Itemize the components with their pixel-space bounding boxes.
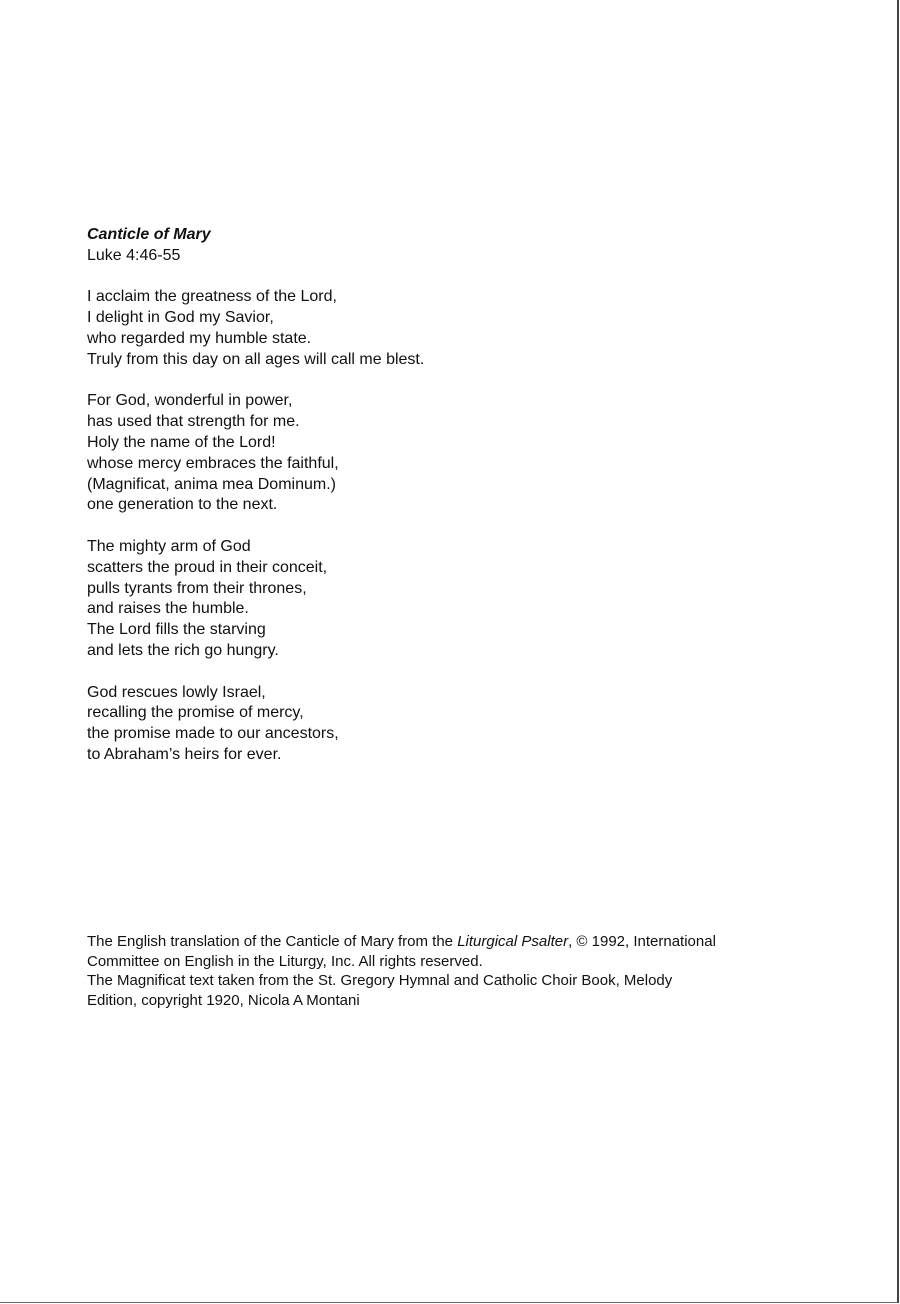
stanza-3 <box>87 537 787 662</box>
copyright-line-3: The Magnificat text taken from the St. Gregory Hymnal and Catholic Choir Book, Melody <box>87 972 673 989</box>
stanza-1 <box>87 287 787 370</box>
verse-line: scatters the proud in their conceit, <box>87 558 328 576</box>
verse-line: to Abraham’s heirs for ever. <box>87 745 282 763</box>
verse-line: The mighty arm of God <box>87 537 251 555</box>
scripture-reference: Luke 4:46-55 <box>87 246 181 264</box>
verse-line: Holy the name of the Lord! <box>87 433 276 451</box>
copyright-notes <box>87 932 807 1010</box>
verse-line: pulls tyrants from their thrones, <box>87 579 307 597</box>
verse-line: whose mercy embraces the faithful, <box>87 454 339 472</box>
verse-line: The Lord fills the starving <box>87 621 266 639</box>
verse-line: who regarded my humble state. <box>87 329 312 347</box>
stanza-2 <box>87 391 787 516</box>
verse-line: one generation to the next. <box>87 496 278 514</box>
verse-line: has used that strength for me. <box>87 413 300 431</box>
verse-line: For God, wonderful in power, <box>87 392 293 410</box>
copyright-text-prefix: The English translation of the Canticle of Mary from the <box>87 933 458 950</box>
canticle-section <box>87 225 787 766</box>
stanza-4 <box>87 683 787 766</box>
copyright-line-4: Edition, copyright 1920, Nicola A Montani <box>87 991 360 1009</box>
verse-line: I delight in God my Savior, <box>87 309 274 327</box>
verse-line: and raises the humble. <box>87 600 249 618</box>
psalter-title: Liturgical Psalter <box>457 933 569 950</box>
verse-line: God rescues lowly Israel, <box>87 683 266 701</box>
copyright-line-2: Committee on English in the Liturgy, Inc. All rights reserved. <box>87 952 483 970</box>
verse-line: the promise made to our ancestors, <box>87 725 339 743</box>
verse-line: and lets the rich go hungry. <box>87 641 279 659</box>
copyright-text-suffix: , © 1992, International <box>568 933 716 950</box>
verse-line: Truly from this day on all ages will call me blest. <box>87 350 425 368</box>
verse-line: I acclaim the greatness of the Lord, <box>87 288 337 306</box>
verse-line: recalling the promise of mercy, <box>87 704 304 722</box>
copyright-line-1 <box>87 932 807 952</box>
canticle-title: Canticle of Mary <box>87 226 211 243</box>
verse-line: (Magnificat, anima mea Dominum.) <box>87 475 336 493</box>
